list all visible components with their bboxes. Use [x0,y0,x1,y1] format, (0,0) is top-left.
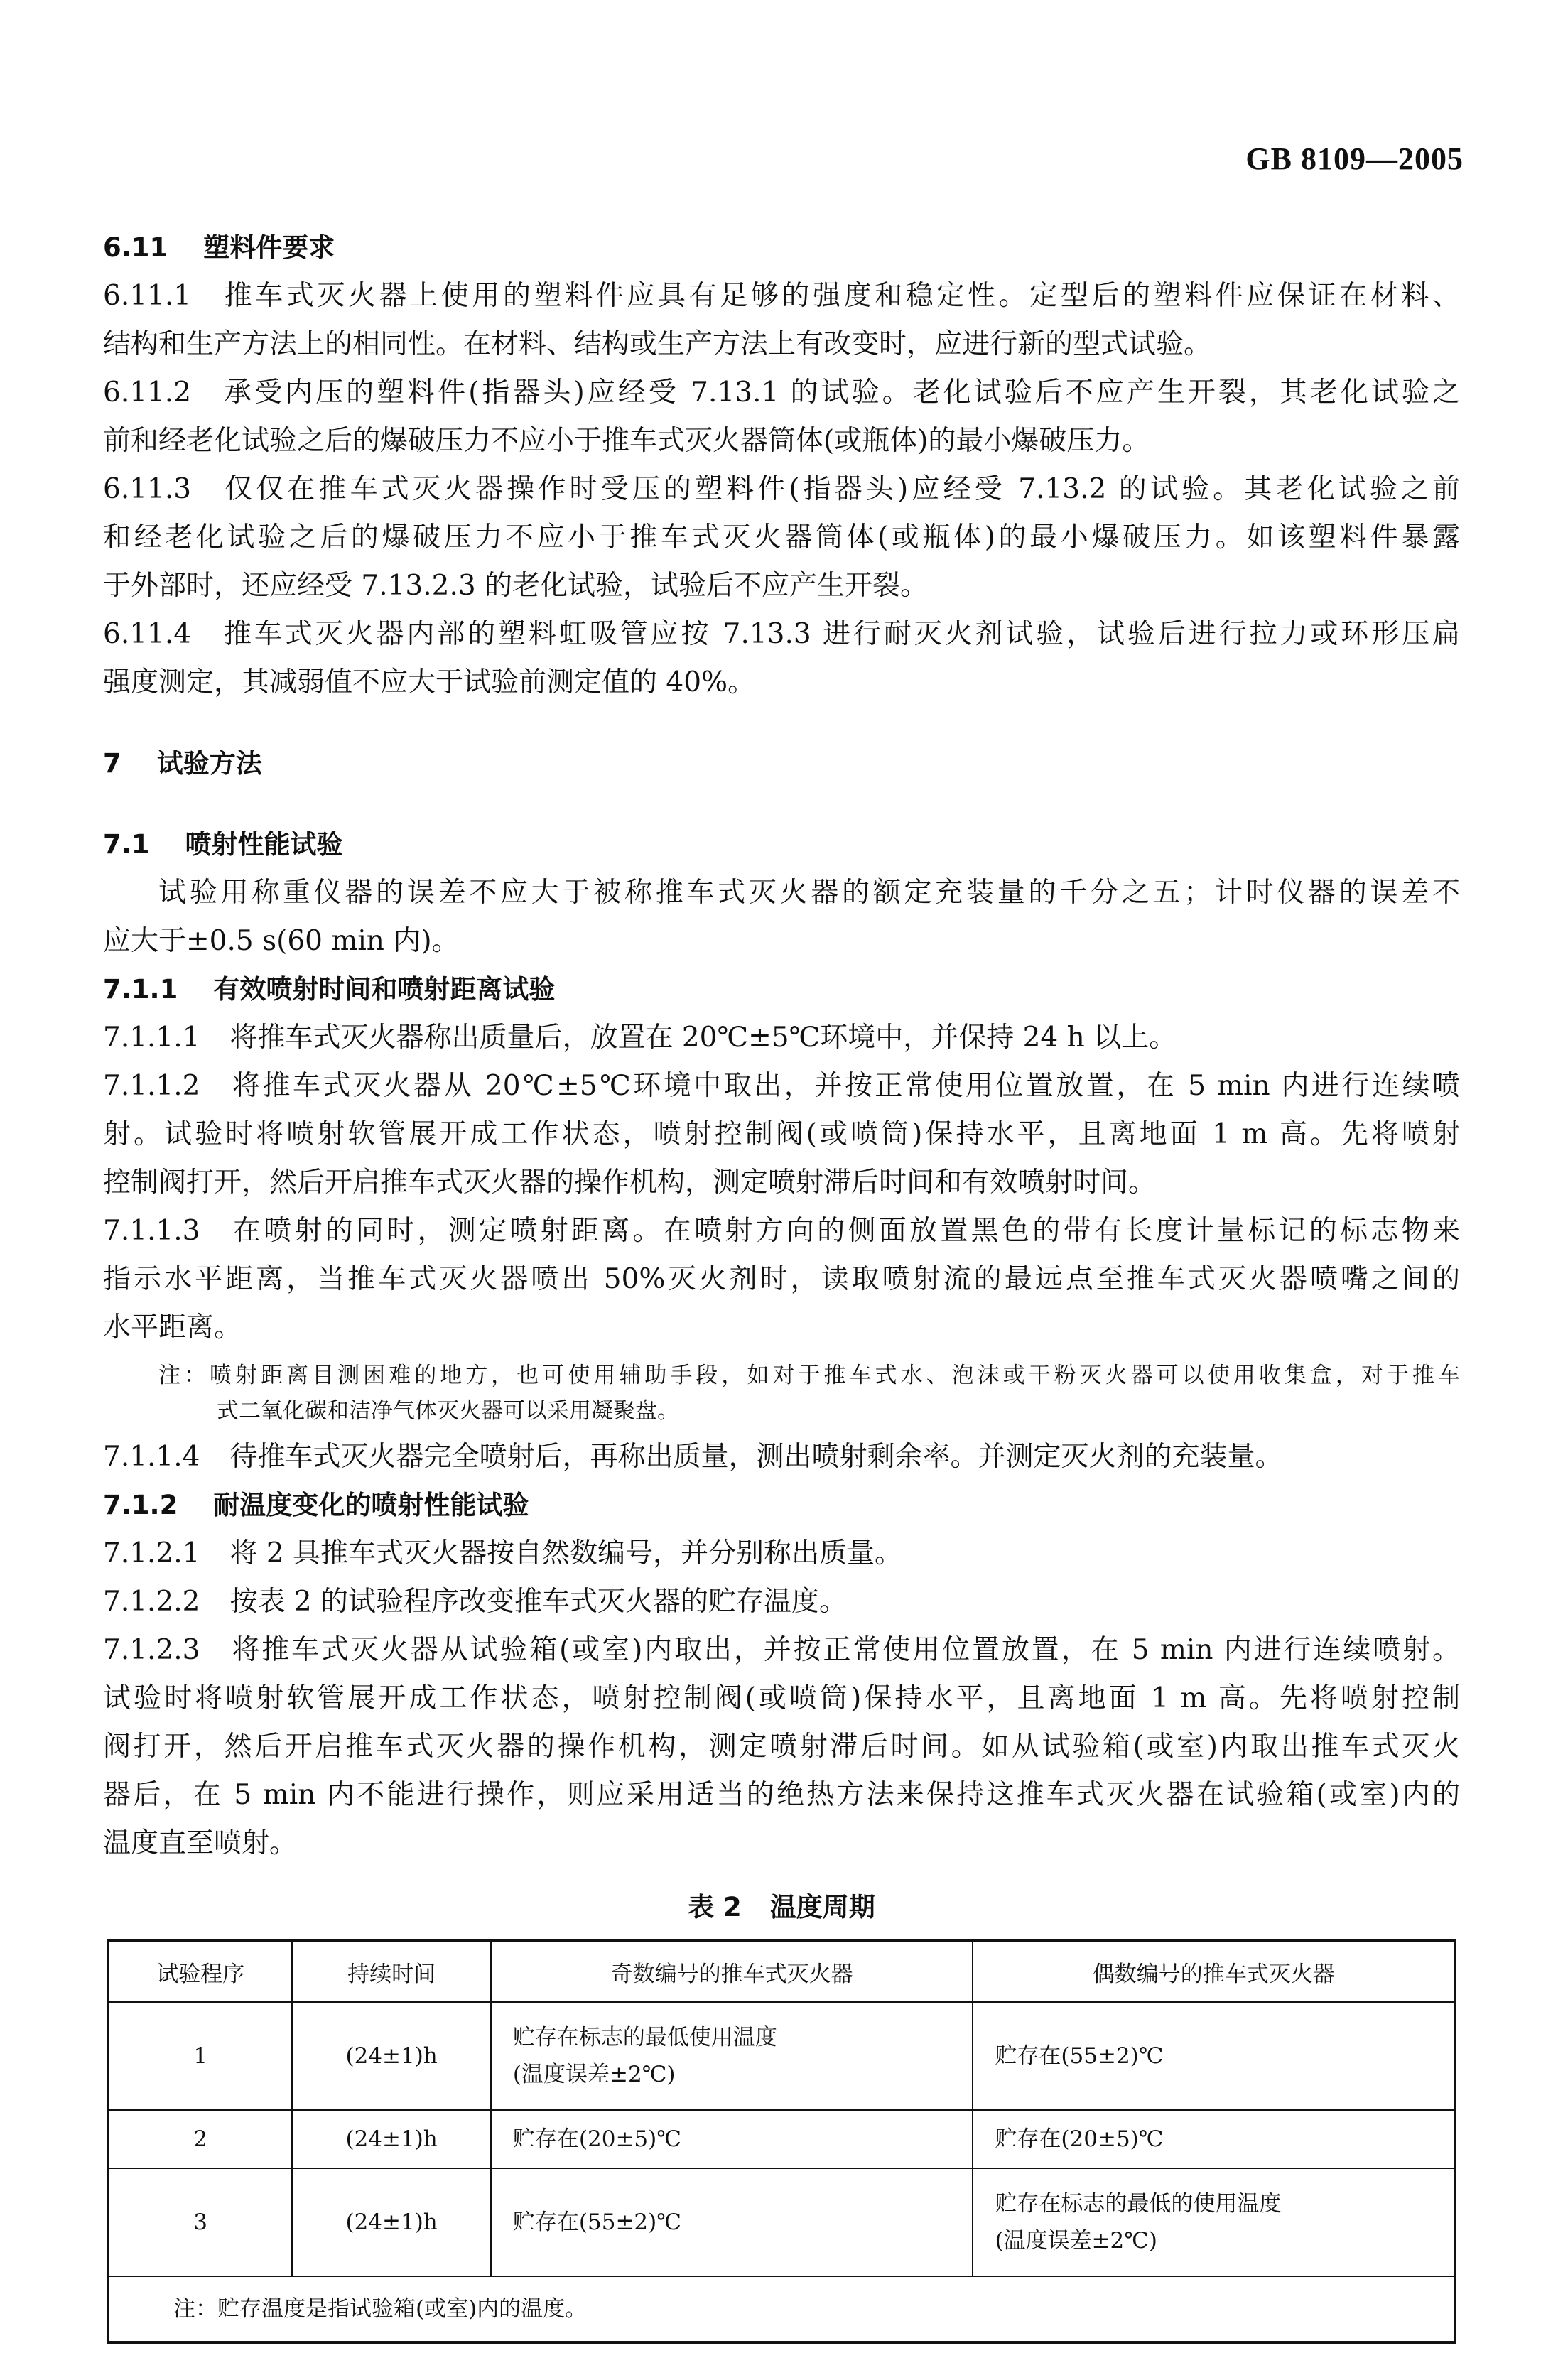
document-body [103,224,1460,2344]
paragraph-line: 控制阀打开，然后开启推车式灭火器的操作机构，测定喷射滞后时间和有效喷射时间。 [103,1167,1157,1199]
paragraph-line: 应大于±0.5 s(60 min 内)。 [103,925,460,957]
paragraph-6-11-1: 6.11.1 推车式灭火器上使用的塑料件应具有足够的强度和稳定性。定型后的塑料件应保证在材料、 [103,280,1460,312]
note-7-1-1-3: 注：喷射距离目测困难的地方，也可使用辅助手段，如对于推车式水、泡沫或干粉灭火器可以使用收集盒，对于推车 [158,1363,1460,1388]
paragraph-line: 前和经老化试验之后的爆破压力不应小于推车式灭火器筒体(或瓶体)的最小爆破压力。 [103,425,1150,457]
section-heading-7: 7 试验方法 [103,748,262,779]
odd-cell: 贮存在(55±2)℃ [491,2168,973,2276]
paragraph-7-1-2-3: 7.1.2.3 将推车式灭火器从试验箱(或室)内取出，并按正常使用位置放置，在 5 min 内进行连续喷射。 [103,1634,1460,1666]
table-note: 注：贮存温度是指试验箱(或室)内的温度。 [108,2276,1455,2342]
paragraph-7-1-1-3: 7.1.1.3 在喷射的同时，测定喷射距离。在喷射方向的侧面放置黑色的带有长度计量标记的标志物来 [103,1215,1460,1247]
step-cell: 2 [108,2110,292,2168]
even-cell: 贮存在(20±5)℃ [973,2110,1455,2168]
paragraph-7-1-intro: 试验用称重仪器的误差不应大于被称推车式灭火器的额定充装量的千分之五；计时仪器的误差不 [158,877,1460,909]
table-row [108,2168,1455,2276]
even-cell: 贮存在(55±2)℃ [973,2002,1455,2110]
paragraph-line: 射。试验时将喷射软管展开成工作状态，喷射控制阀(或喷筒)保持水平，且离地面 1 m 高。先将喷射 [103,1118,1460,1150]
paragraph-line: 强度测定，其减弱值不应大于试验前测定值的 40%。 [103,666,756,698]
table-caption: 表 2 温度周期 [688,1892,875,1922]
paragraph-line: 试验时将喷射软管展开成工作状态，喷射控制阀(或喷筒)保持水平，且离地面 1 m 高。先将喷射控制 [103,1682,1460,1714]
paragraph-line: 结构和生产方法上的相同性。在材料、结构或生产方法上有改变时，应进行新的型式试验。 [103,328,1212,360]
odd-cell: 贮存在(20±5)℃ [491,2110,973,2168]
section-heading-7-1: 7.1 喷射性能试验 [103,829,343,860]
step-cell: 3 [108,2168,292,2276]
paragraph-7-1-1-4: 7.1.1.4 待推车式灭火器完全喷射后，再称出质量，测出喷射剩余率。并测定灭火剂的充装量。 [103,1441,1283,1473]
paragraph-6-11-4: 6.11.4 推车式灭火器内部的塑料虹吸管应按 7.13.3 进行耐灭火剂试验，试验后进行拉力或环形压扁 [103,618,1460,650]
step-cell: 1 [108,2002,292,2110]
paragraph-6-11-2: 6.11.2 承受内压的塑料件(指器头)应经受 7.13.1 的试验。老化试验后不应产生开裂，其老化试验之 [103,377,1460,409]
column-header: 持续时间 [292,1940,491,2002]
temperature-cycle-table [107,1939,1456,2344]
even-cell: 贮存在标志的最低的使用温度 (温度误差±2℃) [973,2168,1455,2276]
paragraph-line: 指示水平距离，当推车式灭火器喷出 50%灭火剂时，读取喷射流的最远点至推车式灭火器喷嘴之间的 [103,1263,1460,1295]
paragraph-line: 器后，在 5 min 内不能进行操作，则应采用适当的绝热方法来保持这推车式灭火器在试验箱(或室)内的 [103,1779,1460,1811]
duration-cell: (24±1)h [292,2110,491,2168]
paragraph-line: 阀打开，然后开启推车式灭火器的操作机构，测定喷射滞后时间。如从试验箱(或室)内取出推车式灭火 [103,1731,1460,1763]
paragraph-7-1-1-1: 7.1.1.1 将推车式灭火器称出质量后，放置在 20℃±5℃环境中，并保持 24 h 以上。 [103,1022,1177,1054]
column-header: 偶数编号的推车式灭火器 [973,1940,1455,2002]
table-row [108,2002,1455,2110]
paragraph-line: 水平距离。 [103,1311,242,1343]
paragraph-line: 温度直至喷射。 [103,1827,298,1859]
standard-code: GB 8109—2005 [1245,141,1464,176]
paragraph-6-11-3: 6.11.3 仅仅在推车式灭火器操作时受压的塑料件(指器头)应经受 7.13.2 的试验。其老化试验之前 [103,473,1460,505]
paragraph-line: 于外部时，还应经受 7.13.2.3 的老化试验，试验后不应产生开裂。 [103,570,929,602]
table-header-row [108,1940,1455,2002]
odd-cell: 贮存在标志的最低使用温度 (温度误差±2℃) [491,2002,973,2110]
note-line: 式二氧化碳和洁净气体灭火器可以采用凝聚盘。 [217,1398,679,1424]
table-note-row [108,2276,1455,2342]
column-header: 奇数编号的推车式灭火器 [491,1940,973,2002]
table-row [108,2110,1455,2168]
paragraph-line: 和经老化试验之后的爆破压力不应小于推车式灭火器筒体(或瓶体)的最小爆破压力。如该塑料件暴露 [103,521,1460,553]
column-header: 试验程序 [108,1940,292,2002]
paragraph-7-1-2-1: 7.1.2.1 将 2 具推车式灭火器按自然数编号，并分别称出质量。 [103,1537,903,1569]
paragraph-7-1-1-2: 7.1.1.2 将推车式灭火器从 20℃±5℃环境中取出，并按正常使用位置放置，在 5 min 内进行连续喷 [103,1070,1460,1102]
section-heading-7-1-1: 7.1.1 有效喷射时间和喷射距离试验 [103,974,556,1005]
paragraph-7-1-2-2: 7.1.2.2 按表 2 的试验程序改变推车式灭火器的贮存温度。 [103,1586,848,1618]
section-heading-6-11: 6.11 塑料件要求 [103,232,335,263]
section-heading-7-1-2: 7.1.2 耐温度变化的喷射性能试验 [103,1490,529,1520]
duration-cell: (24±1)h [292,2168,491,2276]
duration-cell: (24±1)h [292,2002,491,2110]
